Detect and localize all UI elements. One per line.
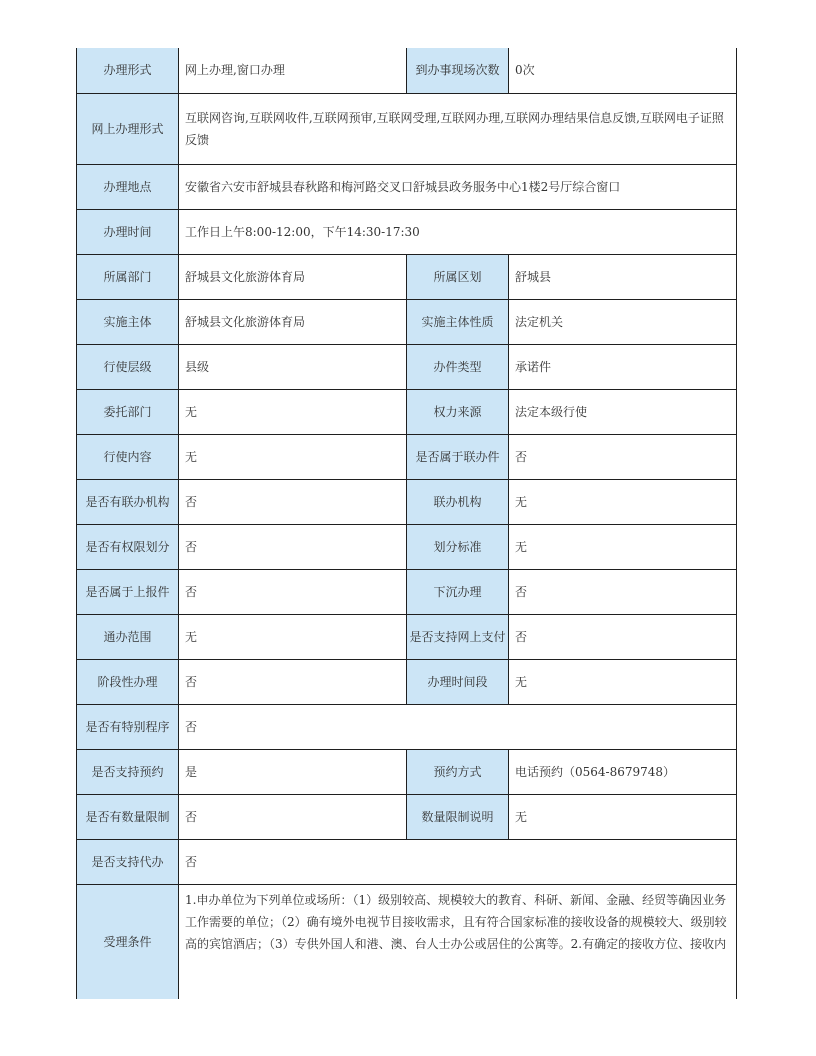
row-value: 否 (509, 614, 737, 659)
row-label: 行使层级 (77, 344, 179, 389)
row-value: 否 (179, 524, 407, 569)
row-value: 否 (509, 569, 737, 614)
table-row (77, 209, 737, 254)
row-label: 是否支持网上支付 (407, 614, 509, 659)
row-label: 是否有联办机构 (77, 479, 179, 524)
row-value: 否 (179, 479, 407, 524)
table-row (77, 704, 737, 749)
row-label: 办理时间段 (407, 659, 509, 704)
row-value: 网上办理,窗口办理 (179, 48, 407, 93)
table-row (77, 749, 737, 794)
row-value: 法定机关 (509, 299, 737, 344)
row-value: 承诺件 (509, 344, 737, 389)
row-value: 否 (179, 839, 737, 884)
row-label: 是否属于联办件 (407, 434, 509, 479)
row-value: 无 (509, 524, 737, 569)
table-row (77, 344, 737, 389)
row-value: 县级 (179, 344, 407, 389)
table-row (77, 299, 737, 344)
row-value: 是 (179, 749, 407, 794)
row-label: 通办范围 (77, 614, 179, 659)
row-value: 舒城县文化旅游体育局 (179, 254, 407, 299)
row-value: 否 (179, 704, 737, 749)
row-value: 互联网咨询,互联网收件,互联网预审,互联网受理,互联网办理,互联网办理结果信息反馈,互联网电子证照反馈 (179, 93, 737, 164)
row-label: 委托部门 (77, 389, 179, 434)
table-row (77, 524, 737, 569)
table-row (77, 479, 737, 524)
row-label: 所属部门 (77, 254, 179, 299)
service-info-sheet (76, 48, 736, 999)
row-value: 无 (179, 434, 407, 479)
row-label: 联办机构 (407, 479, 509, 524)
table-row (77, 794, 737, 839)
row-value: 舒城县文化旅游体育局 (179, 299, 407, 344)
row-label: 办理地点 (77, 164, 179, 209)
table-row (77, 434, 737, 479)
row-label: 预约方式 (407, 749, 509, 794)
row-value: 无 (509, 794, 737, 839)
row-label: 是否有数量限制 (77, 794, 179, 839)
table-row (77, 569, 737, 614)
row-value: 否 (179, 659, 407, 704)
row-label: 实施主体 (77, 299, 179, 344)
table-row (77, 614, 737, 659)
row-label: 网上办理形式 (77, 93, 179, 164)
row-label: 实施主体性质 (407, 299, 509, 344)
row-label: 办理形式 (77, 48, 179, 93)
row-value: 法定本级行使 (509, 389, 737, 434)
row-value: 无 (509, 479, 737, 524)
row-label: 划分标准 (407, 524, 509, 569)
row-value: 否 (179, 794, 407, 839)
table-row (77, 164, 737, 209)
row-value: 安徽省六安市舒城县春秋路和梅河路交叉口舒城县政务服务中心1楼2号厅综合窗口 (179, 164, 737, 209)
row-label: 阶段性办理 (77, 659, 179, 704)
row-label: 办件类型 (407, 344, 509, 389)
row-label: 到办事现场次数 (407, 48, 509, 93)
row-label: 下沉办理 (407, 569, 509, 614)
table-row (77, 254, 737, 299)
row-label: 是否支持代办 (77, 839, 179, 884)
row-label: 行使内容 (77, 434, 179, 479)
row-label: 是否支持预约 (77, 749, 179, 794)
row-value: 无 (179, 389, 407, 434)
row-value: 无 (179, 614, 407, 659)
row-label: 是否有特别程序 (77, 704, 179, 749)
table-row (77, 659, 737, 704)
table-row (77, 839, 737, 884)
table-row (77, 389, 737, 434)
row-value: 否 (179, 569, 407, 614)
service-info-table (76, 48, 737, 999)
row-value: 无 (509, 659, 737, 704)
acceptance-conditions-text: 1.申办单位为下列单位或场所：（1）级别较高、规模较大的教育、科研、新闻、金融、经贸等确因业务工作需要的单位；（2）确有境外电视节目接收需求，且有符合国家标准的接收设备的规模较大、级别较高的宾馆酒店；（3）专供外国人和港、澳、台人士办公或居住的公寓等。2.有确定的接收方位、接收内 (179, 884, 737, 999)
table-row (77, 884, 737, 999)
row-label: 是否属于上报件 (77, 569, 179, 614)
row-label: 数量限制说明 (407, 794, 509, 839)
row-label: 所属区划 (407, 254, 509, 299)
row-label: 权力来源 (407, 389, 509, 434)
row-label: 是否有权限划分 (77, 524, 179, 569)
row-value: 电话预约（0564-8679748） (509, 749, 737, 794)
row-value: 工作日上午8:00-12:00，下午14:30-17:30 (179, 209, 737, 254)
row-value: 0次 (509, 48, 737, 93)
row-label: 办理时间 (77, 209, 179, 254)
row-value: 舒城县 (509, 254, 737, 299)
row-label: 受理条件 (77, 884, 179, 999)
row-value: 否 (509, 434, 737, 479)
table-row (77, 48, 737, 93)
table-row (77, 93, 737, 164)
